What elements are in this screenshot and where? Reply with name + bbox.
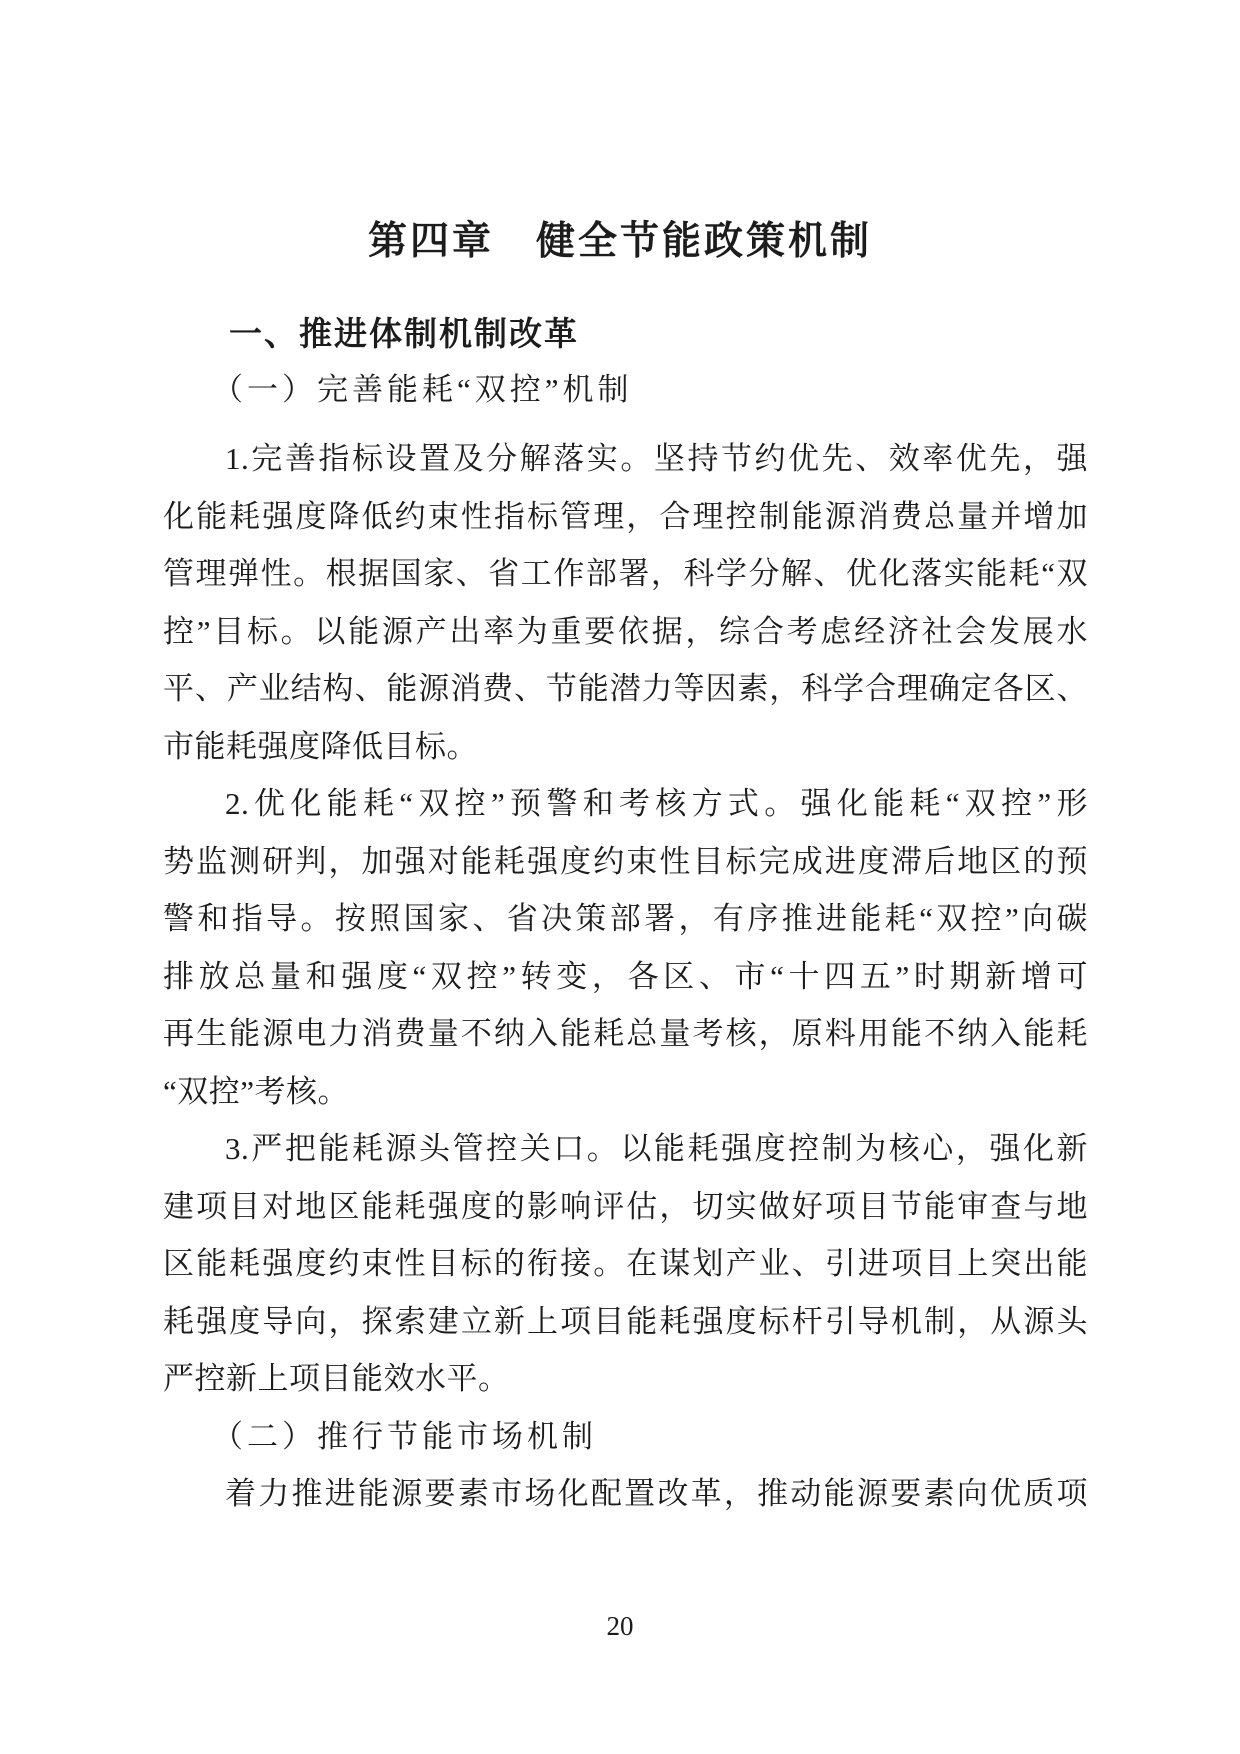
subsection-1-heading: （一）完善能耗“双控”机制 [212, 372, 633, 407]
body-line-13: 3.严把能耗源头管控关口。以能耗强度控制为核心，强化新 [225, 1131, 1088, 1166]
body-line-14: 建项目对地区能耗强度的影响评估，切实做好项目节能审查与地 [163, 1188, 1088, 1224]
body-line-5: 平、产业结构、能源消费、节能潜力等因素，科学合理确定各区、 [163, 671, 1088, 706]
body-line-10: 排放总量和强度“双控”转变，各区、市“十四五”时期新增可 [163, 958, 1088, 994]
page-number: 20 [606, 1611, 634, 1641]
subsection-2-heading: （二）推行节能市场机制 [212, 1418, 597, 1454]
body-line-8: 势监测研判，加强对能耗强度约束性目标完成进度滞后地区的预 [163, 843, 1088, 879]
body-line-6: 市能耗强度降低目标。 [163, 728, 478, 764]
body-line-3: 管理弹性。根据国家、省工作部署，科学分解、优化落实能耗“双 [163, 556, 1088, 591]
body-line-2: 化能耗强度降低约束性指标管理，合理控制能源消费总量并增加 [163, 498, 1088, 534]
body-text-block [163, 430, 1088, 1523]
body-line-16: 耗强度导向，探索建立新上项目能耗强度标杆引导机制，从源头 [163, 1303, 1088, 1339]
body-line-18: 着力推进能源要素市场化配置改革，推动能源要素向优质项 [225, 1476, 1088, 1511]
body-line-17: 严控新上项目能效水平。 [163, 1361, 510, 1396]
body-line-4: 控”目标。以能源产出率为重要依据，综合考虑经济社会发展水 [163, 613, 1088, 649]
body-line-9: 警和指导。按照国家、省决策部署，有序推进能耗“双控”向碳 [163, 901, 1088, 936]
section-heading: 一、推进体制机制改革 [229, 315, 579, 352]
body-line-11: 再生能源电力消费量不纳入能耗总量考核，原料用能不纳入能耗 [163, 1016, 1088, 1051]
body-line-15: 区能耗强度约束性目标的衔接。在谋划产业、引进项目上突出能 [163, 1246, 1088, 1281]
chapter-title: 第四章 健全节能政策机制 [367, 220, 872, 263]
body-line-7: 2.优化能耗“双控”预警和考核方式。强化能耗“双控”形 [225, 786, 1088, 821]
body-line-1: 1.完善指标设置及分解落实。坚持节约优先、效率优先，强 [225, 441, 1088, 476]
body-line-12: “双控”考核。 [163, 1073, 350, 1109]
